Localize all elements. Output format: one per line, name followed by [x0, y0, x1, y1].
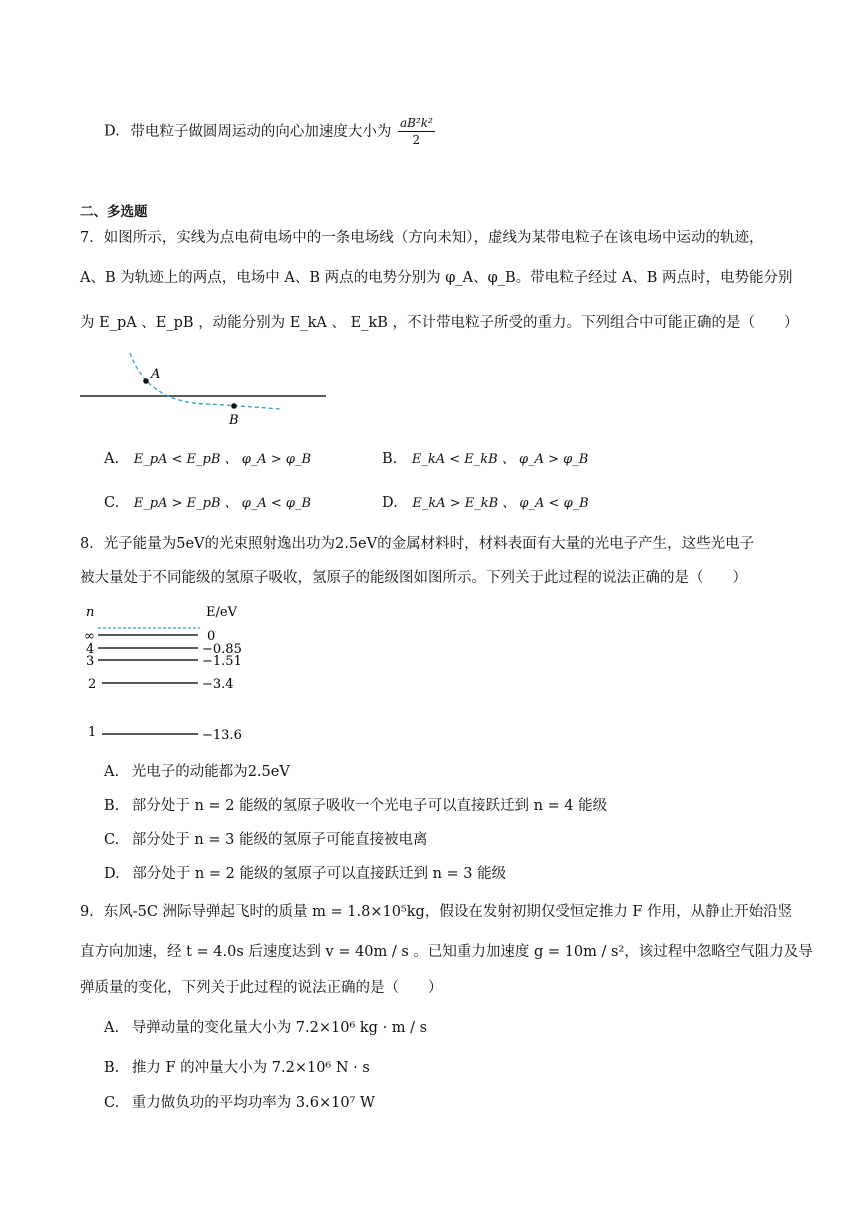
energy-axis-label: E/eV	[206, 605, 237, 620]
q8-option-d	[104, 864, 506, 884]
level-1-n: 1	[88, 725, 97, 740]
option-letter: A.	[104, 764, 120, 780]
option-text: 部分处于 n = 2 能级的氢原子吸收一个光电子可以直接跃迁到 n = 4 能级	[131, 798, 608, 814]
option-text: 推力 F 的冲量大小为 7.2×10⁶ N · s	[131, 1060, 370, 1076]
q6-option-d-fraction	[398, 115, 435, 148]
q8-stem-line-1: 8．光子能量为5eV的光束照射逸出功为2.5eV的金属材料时，材料表面有大量的光电子产生，这些光电子	[80, 536, 755, 552]
option-letter: A.	[104, 1020, 120, 1036]
option-letter: C.	[104, 1095, 120, 1111]
q7-option-c	[104, 493, 311, 514]
option-text: 部分处于 n = 2 能级的氢原子可以直接跃迁到 n = 3 能级	[132, 866, 507, 882]
q6-option-d	[104, 115, 435, 148]
q9-option-c	[104, 1093, 375, 1113]
q7-option-d	[382, 493, 589, 514]
point-a-label: A	[151, 367, 161, 382]
option-letter: D.	[382, 495, 398, 511]
q7-option-b	[382, 449, 588, 470]
q8-option-a	[104, 762, 290, 782]
level-4-n: 4	[86, 642, 95, 657]
q8-option-c	[104, 830, 427, 850]
option-text: 部分处于 n = 3 能级的氢原子可能直接被电离	[131, 832, 428, 848]
option-text: E_pA > E_pB 、 φ_A < φ_B	[133, 496, 312, 511]
option-letter: A.	[104, 451, 120, 467]
q7-field-line-figure	[78, 348, 338, 428]
level-4-energy: −0.85	[202, 642, 242, 657]
level-3-energy: −1.51	[202, 654, 242, 669]
q6-option-d-letter: D.	[104, 123, 120, 140]
fraction-numerator: aB²k²	[399, 116, 433, 130]
option-letter: C.	[104, 495, 120, 511]
option-text: 重力做负功的平均功率为 3.6×10⁷ W	[131, 1095, 375, 1111]
point-b	[231, 403, 237, 409]
option-letter: C.	[104, 832, 120, 848]
q7-option-a	[104, 449, 311, 470]
q9-stem-line-1: 9．东风-5C 洲际导弹起飞时的质量 m = 1.8×10⁵kg，假设在发射初期仅受恒定推力 F 作用，从静止开始沿竖	[80, 904, 793, 920]
point-b-label: B	[229, 413, 239, 428]
q9-stem-line-2: 直方向加速，经 t = 4.0s 后速度达到 v = 40m / s 。已知重力加速度 g = 10m / s²，该过程中忽略空气阻力及导	[80, 944, 813, 960]
q8-energy-level-diagram	[80, 598, 280, 748]
q7-stem-line-2: A、B 为轨迹上的两点，电场中 A、B 两点的电势分别为 φ_A、φ_B。带电粒子经过 A、B 两点时，电势能分别	[80, 270, 793, 286]
q9-stem-line-3: 弹质量的变化，下列关于此过程的说法正确的是（ ）	[80, 980, 443, 996]
q7-stem-line-1: 7．如图所示，实线为点电荷电场中的一条电场线（方向未知），虚线为某带电粒子在该电场中运动的轨迹，	[80, 230, 764, 246]
q6-option-d-text: 带电粒子做圆周运动的向心加速度大小为	[130, 123, 392, 140]
level-inf-n: ∞	[84, 629, 95, 644]
level-inf-energy: 0	[207, 629, 216, 644]
option-text: E_kA > E_kB 、 φ_A < φ_B	[412, 496, 589, 511]
option-text: 光电子的动能都为2.5eV	[131, 764, 290, 780]
point-a	[143, 378, 149, 384]
q8-option-b	[104, 796, 607, 816]
fraction-denominator: 2	[412, 133, 421, 147]
option-letter: B.	[382, 451, 398, 467]
q7-stem-line-3: 为 E_pA 、E_pB ，动能分别为 E_kA 、 E_kB ，不计带电粒子所受的重力。下列组合中可能正确的是（ ）	[80, 315, 799, 331]
option-text: E_kA < E_kB 、 φ_A > φ_B	[411, 452, 589, 467]
option-letter: B.	[104, 798, 120, 814]
option-text: E_pA < E_pB 、 φ_A > φ_B	[133, 452, 311, 467]
q9-option-b	[104, 1058, 370, 1078]
n-axis-label: n	[86, 605, 95, 620]
option-text: 导弹动量的变化量大小为 7.2×10⁶ kg · m / s	[131, 1020, 428, 1036]
level-2-n: 2	[88, 677, 97, 692]
option-letter: B.	[104, 1060, 120, 1076]
level-1-energy: −13.6	[202, 728, 242, 743]
q9-option-a	[104, 1018, 427, 1038]
option-letter: D.	[104, 866, 120, 882]
level-2-energy: −3.4	[202, 677, 234, 692]
q8-stem-line-2: 被大量处于不同能级的氢原子吸收，氢原子的能级图如图所示。下列关于此过程的说法正确的是（ ）	[80, 570, 747, 586]
level-3-n: 3	[86, 654, 95, 669]
section-title: 二、多选题	[80, 204, 148, 220]
